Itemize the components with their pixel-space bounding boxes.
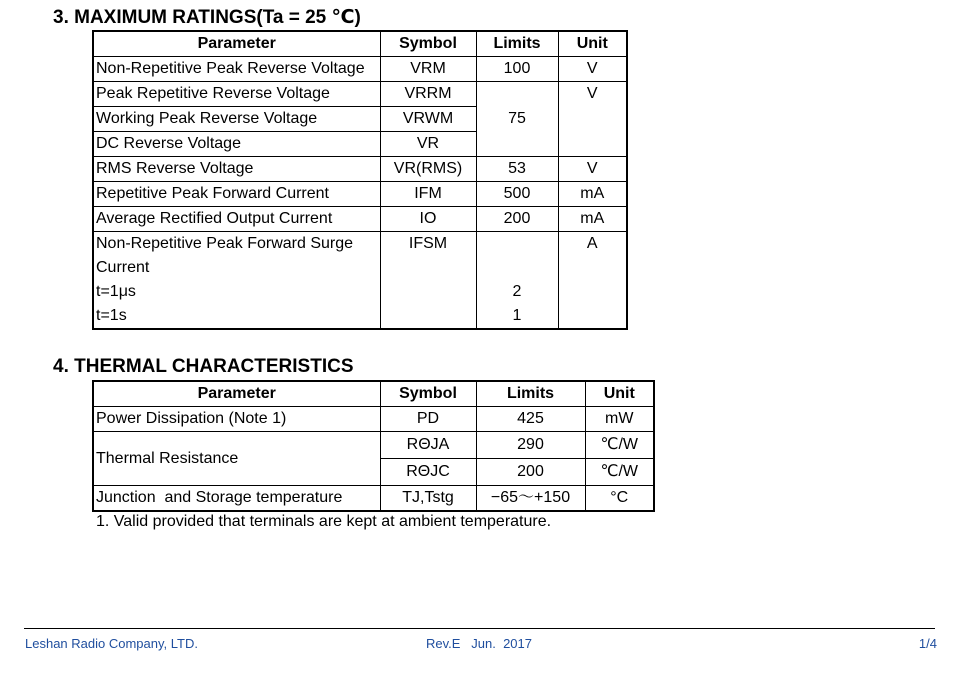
maximum-ratings-table bbox=[92, 30, 628, 330]
table-row bbox=[93, 256, 627, 280]
unit-cell: mW bbox=[585, 407, 654, 432]
limit-cell: 1 bbox=[476, 304, 558, 329]
maximum-ratings-title: 3. MAXIMUM RATINGS(Ta = 25 ℃) bbox=[53, 7, 361, 28]
symbol-cell: PD bbox=[380, 407, 476, 432]
unit-cell: ℃/W bbox=[585, 432, 654, 459]
param-cell: Power Dissipation (Note 1) bbox=[93, 407, 380, 432]
symbol-cell: IFM bbox=[380, 182, 476, 207]
limit-cell: 200 bbox=[476, 207, 558, 232]
table-header-row bbox=[93, 31, 627, 57]
table-row bbox=[93, 407, 654, 432]
param-cell: Working Peak Reverse Voltage bbox=[93, 107, 380, 132]
table-row bbox=[93, 182, 627, 207]
param-cell: t=1s bbox=[93, 304, 380, 329]
param-cell: Non-Repetitive Peak Reverse Voltage bbox=[93, 57, 380, 82]
limit-cell bbox=[476, 256, 558, 280]
table-row bbox=[93, 432, 654, 459]
symbol-cell: IO bbox=[380, 207, 476, 232]
unit-cell: A bbox=[558, 232, 627, 330]
table-header-row bbox=[93, 381, 654, 407]
limit-cell: 75 bbox=[476, 82, 558, 157]
table-row bbox=[93, 486, 654, 512]
symbol-cell: TJ,Tstg bbox=[380, 486, 476, 512]
header-parameter: Parameter bbox=[93, 31, 380, 57]
unit-cell: V bbox=[558, 157, 627, 182]
param-cell: DC Reverse Voltage bbox=[93, 132, 380, 157]
header-limits: Limits bbox=[476, 381, 585, 407]
param-cell: RMS Reverse Voltage bbox=[93, 157, 380, 182]
footer-company: Leshan Radio Company, LTD. bbox=[25, 636, 198, 651]
footer-divider bbox=[24, 628, 935, 629]
limit-cell: 425 bbox=[476, 407, 585, 432]
thermal-characteristics-table bbox=[92, 380, 655, 512]
table-row bbox=[93, 82, 627, 107]
param-cell: Junction and Storage temperature bbox=[93, 486, 380, 512]
header-unit: Unit bbox=[558, 31, 627, 57]
unit-cell: ℃/W bbox=[585, 459, 654, 486]
limit-cell: 500 bbox=[476, 182, 558, 207]
limit-cell bbox=[476, 232, 558, 257]
header-limits: Limits bbox=[476, 31, 558, 57]
footer-page-number: 1/4 bbox=[918, 636, 937, 651]
symbol-cell: VR(RMS) bbox=[380, 157, 476, 182]
table-row bbox=[93, 207, 627, 232]
limit-cell: −65～+150 bbox=[476, 486, 585, 512]
limit-cell: 290 bbox=[476, 432, 585, 459]
symbol-cell: VR bbox=[380, 132, 476, 157]
limit-cell: 100 bbox=[476, 57, 558, 82]
table-row bbox=[93, 57, 627, 82]
symbol-cell: VRWM bbox=[380, 107, 476, 132]
header-symbol: Symbol bbox=[380, 31, 476, 57]
symbol-cell: RΘJA bbox=[380, 432, 476, 459]
unit-cell: V bbox=[558, 82, 627, 157]
thermal-note: 1. Valid provided that terminals are kept at ambient temperature. bbox=[96, 513, 552, 530]
unit-cell: mA bbox=[558, 182, 627, 207]
unit-cell: V bbox=[558, 57, 627, 82]
table-row bbox=[93, 157, 627, 182]
param-cell: Peak Repetitive Reverse Voltage bbox=[93, 82, 380, 107]
symbol-cell: VRRM bbox=[380, 82, 476, 107]
header-symbol: Symbol bbox=[380, 381, 476, 407]
limit-cell: 53 bbox=[476, 157, 558, 182]
header-unit: Unit bbox=[585, 381, 654, 407]
footer-revision: Rev.E Jun. 2017 bbox=[426, 636, 532, 651]
param-cell: Repetitive Peak Forward Current bbox=[93, 182, 380, 207]
param-cell: t=1μs bbox=[93, 280, 380, 304]
table-row bbox=[93, 232, 627, 257]
limit-cell: 2 bbox=[476, 280, 558, 304]
param-cell: Thermal Resistance bbox=[93, 432, 380, 486]
table-row bbox=[93, 280, 627, 304]
thermal-characteristics-title: 4. THERMAL CHARACTERISTICS bbox=[53, 356, 354, 377]
param-cell: Non-Repetitive Peak Forward Surge bbox=[93, 232, 380, 257]
symbol-cell: RΘJC bbox=[380, 459, 476, 486]
unit-cell: °C bbox=[585, 486, 654, 512]
param-cell: Average Rectified Output Current bbox=[93, 207, 380, 232]
symbol-cell: VRM bbox=[380, 57, 476, 82]
symbol-cell: IFSM bbox=[380, 232, 476, 330]
header-parameter: Parameter bbox=[93, 381, 380, 407]
limit-cell: 200 bbox=[476, 459, 585, 486]
param-cell: Current bbox=[93, 256, 380, 280]
unit-cell: mA bbox=[558, 207, 627, 232]
table-row bbox=[93, 304, 627, 329]
